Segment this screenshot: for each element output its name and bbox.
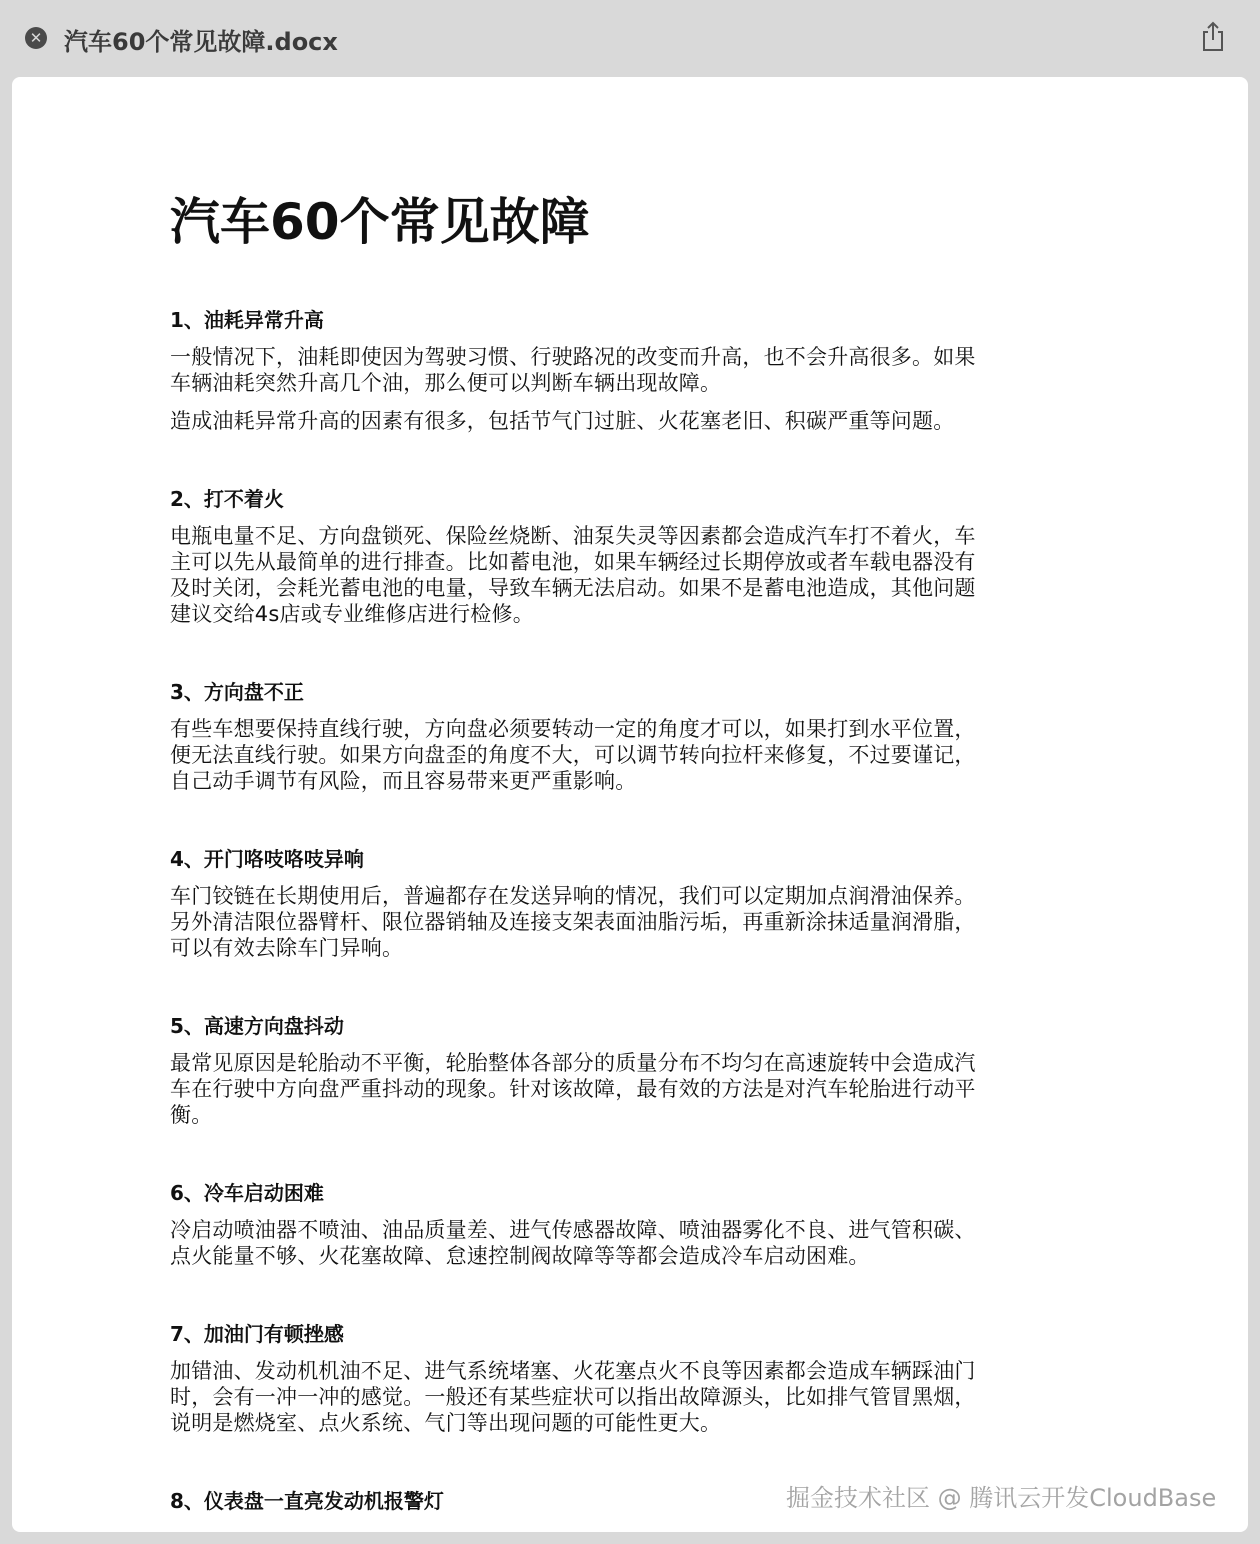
paragraph: 有些车想要保持直线行驶，方向盘必须要转动一定的角度才可以，如果打到水平位置，便无法直线行驶。如果方向盘歪的角度不大，可以调节转向拉杆来修复，不过要谨记，自己动手调节有风险，而且容易带来更严重影响。 <box>170 717 976 793</box>
document-content <box>170 189 990 1532</box>
watermark: 掘金技术社区 @ 腾讯云开发CloudBase <box>786 1484 1217 1512</box>
section-heading: 7、加油门有顿挫感 <box>170 1322 344 1346</box>
paragraph: 电瓶电量不足、方向盘锁死、保险丝烧断、油泵失灵等因素都会造成汽车打不着火，车主可以先从最简单的进行排查。比如蓄电池，如果车辆经过长期停放或者车载电器没有及时关闭，会耗光蓄电池的电量，导致车辆无法启动。如果不是蓄电池造成，其他问题建议交给4s店或专业维修店进行检修。 <box>170 524 976 626</box>
section <box>170 679 990 794</box>
document-title: 汽车60个常见故障 <box>170 193 590 251</box>
paragraph: 一般情况下，油耗即使因为驾驶习惯、行驶路况的改变而升高，也不会升高很多。如果车辆油耗突然升高几个油，那么便可以判断车辆出现故障。 <box>170 345 976 395</box>
title-bar <box>0 0 1260 76</box>
paragraph: 加错油、发动机机油不足、进气系统堵塞、火花塞点火不良等因素都会造成车辆踩油门时，会有一冲一冲的感觉。一般还有某些症状可以指出故障源头，比如排气管冒黑烟，说明是燃烧室、点火系统、气门等出现问题的可能性更大。 <box>170 1359 976 1435</box>
section-heading: 8、仪表盘一直亮发动机报警灯 <box>170 1489 444 1513</box>
section <box>170 1321 990 1436</box>
section <box>170 307 990 434</box>
document-page[interactable] <box>12 77 1248 1532</box>
section-heading: 4、开门咯吱咯吱异响 <box>170 847 364 871</box>
section-heading: 6、冷车启动困难 <box>170 1181 324 1205</box>
file-name: 汽车60个常见故障.docx <box>64 28 338 56</box>
paragraph: 最常见原因是轮胎动不平衡，轮胎整体各部分的质量分布不均匀在高速旋转中会造成汽车在行驶中方向盘严重抖动的现象。针对该故障，最有效的方法是对汽车轮胎进行动平衡。 <box>170 1051 976 1127</box>
share-icon[interactable] <box>1200 20 1226 52</box>
close-circle-icon[interactable]: ✕ <box>25 27 47 49</box>
section <box>170 846 990 961</box>
section <box>170 1180 990 1269</box>
section-heading: 1、油耗异常升高 <box>170 308 324 332</box>
section-heading: 3、方向盘不正 <box>170 680 304 704</box>
paragraph: 造成油耗异常升高的因素有很多，包括节气门过脏、火花塞老旧、积碳严重等问题。 <box>170 409 955 433</box>
paragraph: 车门铰链在长期使用后，普遍都存在发送异响的情况，我们可以定期加点润滑油保养。另外清洁限位器臂杆、限位器销轴及连接支架表面油脂污垢，再重新涂抹适量润滑脂，可以有效去除车门异响。 <box>170 884 976 960</box>
section <box>170 1013 990 1128</box>
section-heading: 2、打不着火 <box>170 487 284 511</box>
paragraph: 冷启动喷油器不喷油、油品质量差、进气传感器故障、喷油器雾化不良、进气管积碳、点火能量不够、火花塞故障、怠速控制阀故障等等都会造成冷车启动困难。 <box>170 1218 976 1268</box>
section-heading: 5、高速方向盘抖动 <box>170 1014 344 1038</box>
section <box>170 486 990 627</box>
